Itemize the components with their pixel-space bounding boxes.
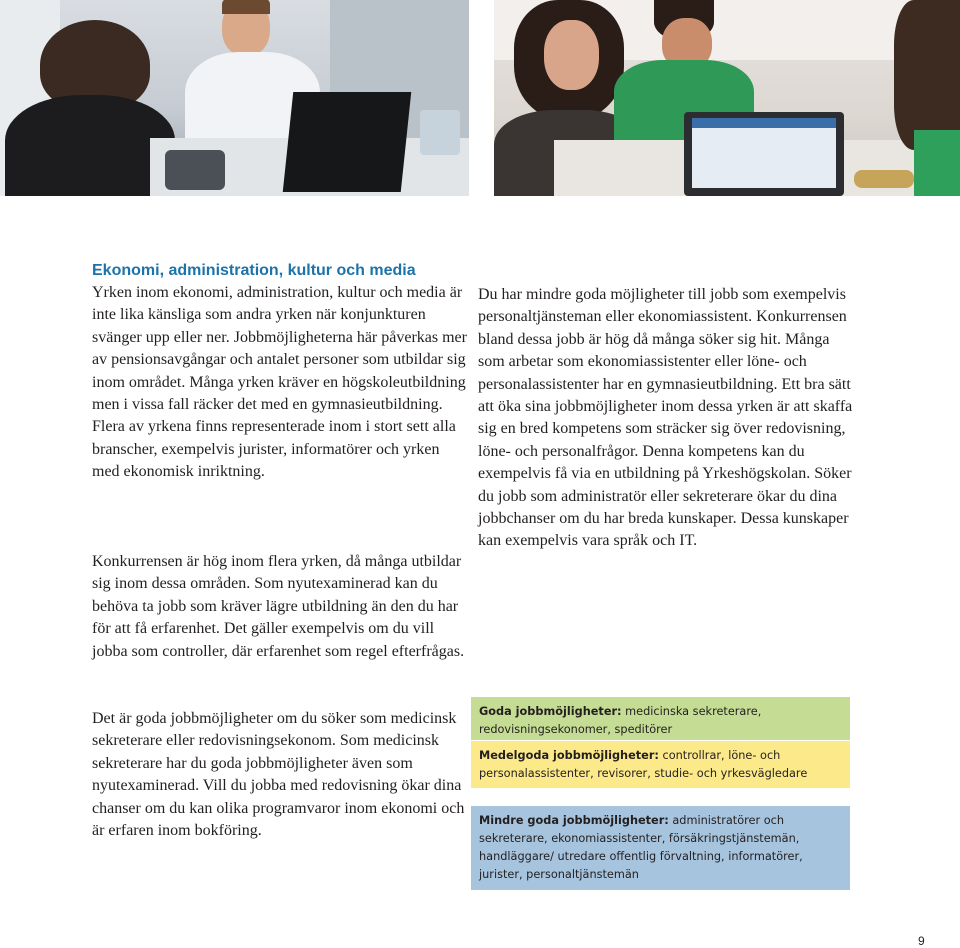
less-prospects-box xyxy=(471,806,850,890)
left-column xyxy=(92,260,467,484)
medium-prospects-box xyxy=(471,741,850,788)
left-paragraph-1: Yrken inom ekonomi, administration, kultur och media är inte lika känsliga som andra yrken när konjunkturen svänger upp eller ner. Jobbmöjligheterna här påverkas mer av pensionsavgångar och antalet personer som utbildar sig inom området. Många yrken kräver en högskoleutbildning men i vissa fall räcker det med en gymnasieutbildning. Flera av yrkena finns representerade inom i stort sett alla branscher, exempelvis jurister, informatörer och yrken med ekonomisk inriktning. xyxy=(92,284,467,481)
page-number: 9 xyxy=(918,934,925,948)
good-prospects-box xyxy=(471,697,850,740)
students-at-computer-photo xyxy=(494,0,960,196)
less-prospects-text: administratörer och sekreterare, ekonomiassistenter, försäkringstjänstemän, handläggare/ utredare offentlig förvaltning, informatörer, jurister, personaltjänstemän xyxy=(479,814,803,881)
reception-desk-photo xyxy=(0,0,469,196)
right-column xyxy=(478,284,858,553)
left-column-part-3 xyxy=(92,708,467,842)
good-prospects-label: Goda jobbmöjligheter: xyxy=(479,705,622,718)
section-heading: Ekonomi, administration, kultur och media xyxy=(92,262,416,279)
medium-prospects-label: Medelgoda jobbmöjligheter: xyxy=(479,749,659,762)
medium-prospects-text: controllrar, löne- och personalassistenter, revisorer, studie- och yrkesvägledare xyxy=(479,749,808,780)
less-prospects-label: Mindre goda jobbmöjligheter: xyxy=(479,814,669,827)
good-prospects-text: medicinska sekreterare, redovisningsekonomer, speditörer xyxy=(479,705,762,736)
left-column-part-2 xyxy=(92,551,467,663)
left-paragraph-3: Det är goda jobbmöjligheter om du söker som medicinsk sekreterare eller redovisningsekonom. Som medicinsk sekreterare har du goda jobbmöjligheter även som nyutexaminerad. Vill du jobba med redovisning ökar dina chanser om du kan olika programvaror inom ekonomi och är erfaren inom bokföring. xyxy=(92,710,465,840)
right-paragraph-1: Du har mindre goda möjligheter till jobb som exempelvis personaltjänsteman eller ekonomiassistent. Konkurrensen bland dessa jobb är hög då många söker sig hit. Många som arbetar som ekonomiassistenter eller löne- och personalassistenter har en gymnasieutbildning. Ett bra sätt att öka sina jobbmöjligheter inom dessa yrken är att skaffa sig en bred kompetens som sträcker sig över redovisning, löne- och personalfrågor. Denna kompetens kan du exempelvis få via en utbildning på Yrkeshögskolan. Söker du jobb som administratör eller sekreterare ökar du dina jobbchanser om du har breda kunskaper. Dessa kunskaper kan exempelvis vara språk och IT. xyxy=(478,286,853,550)
left-paragraph-2: Konkurrensen är hög inom flera yrken, då många utbildar sig inom dessa områden. Som nyutexaminerad kan du behöva ta jobb som kräver lägre utbildning än den du har för att få erfarenhet. Det gäller exempelvis om du vill jobba som controller, där erfarenhet som regel efterfrågas. xyxy=(92,553,465,660)
